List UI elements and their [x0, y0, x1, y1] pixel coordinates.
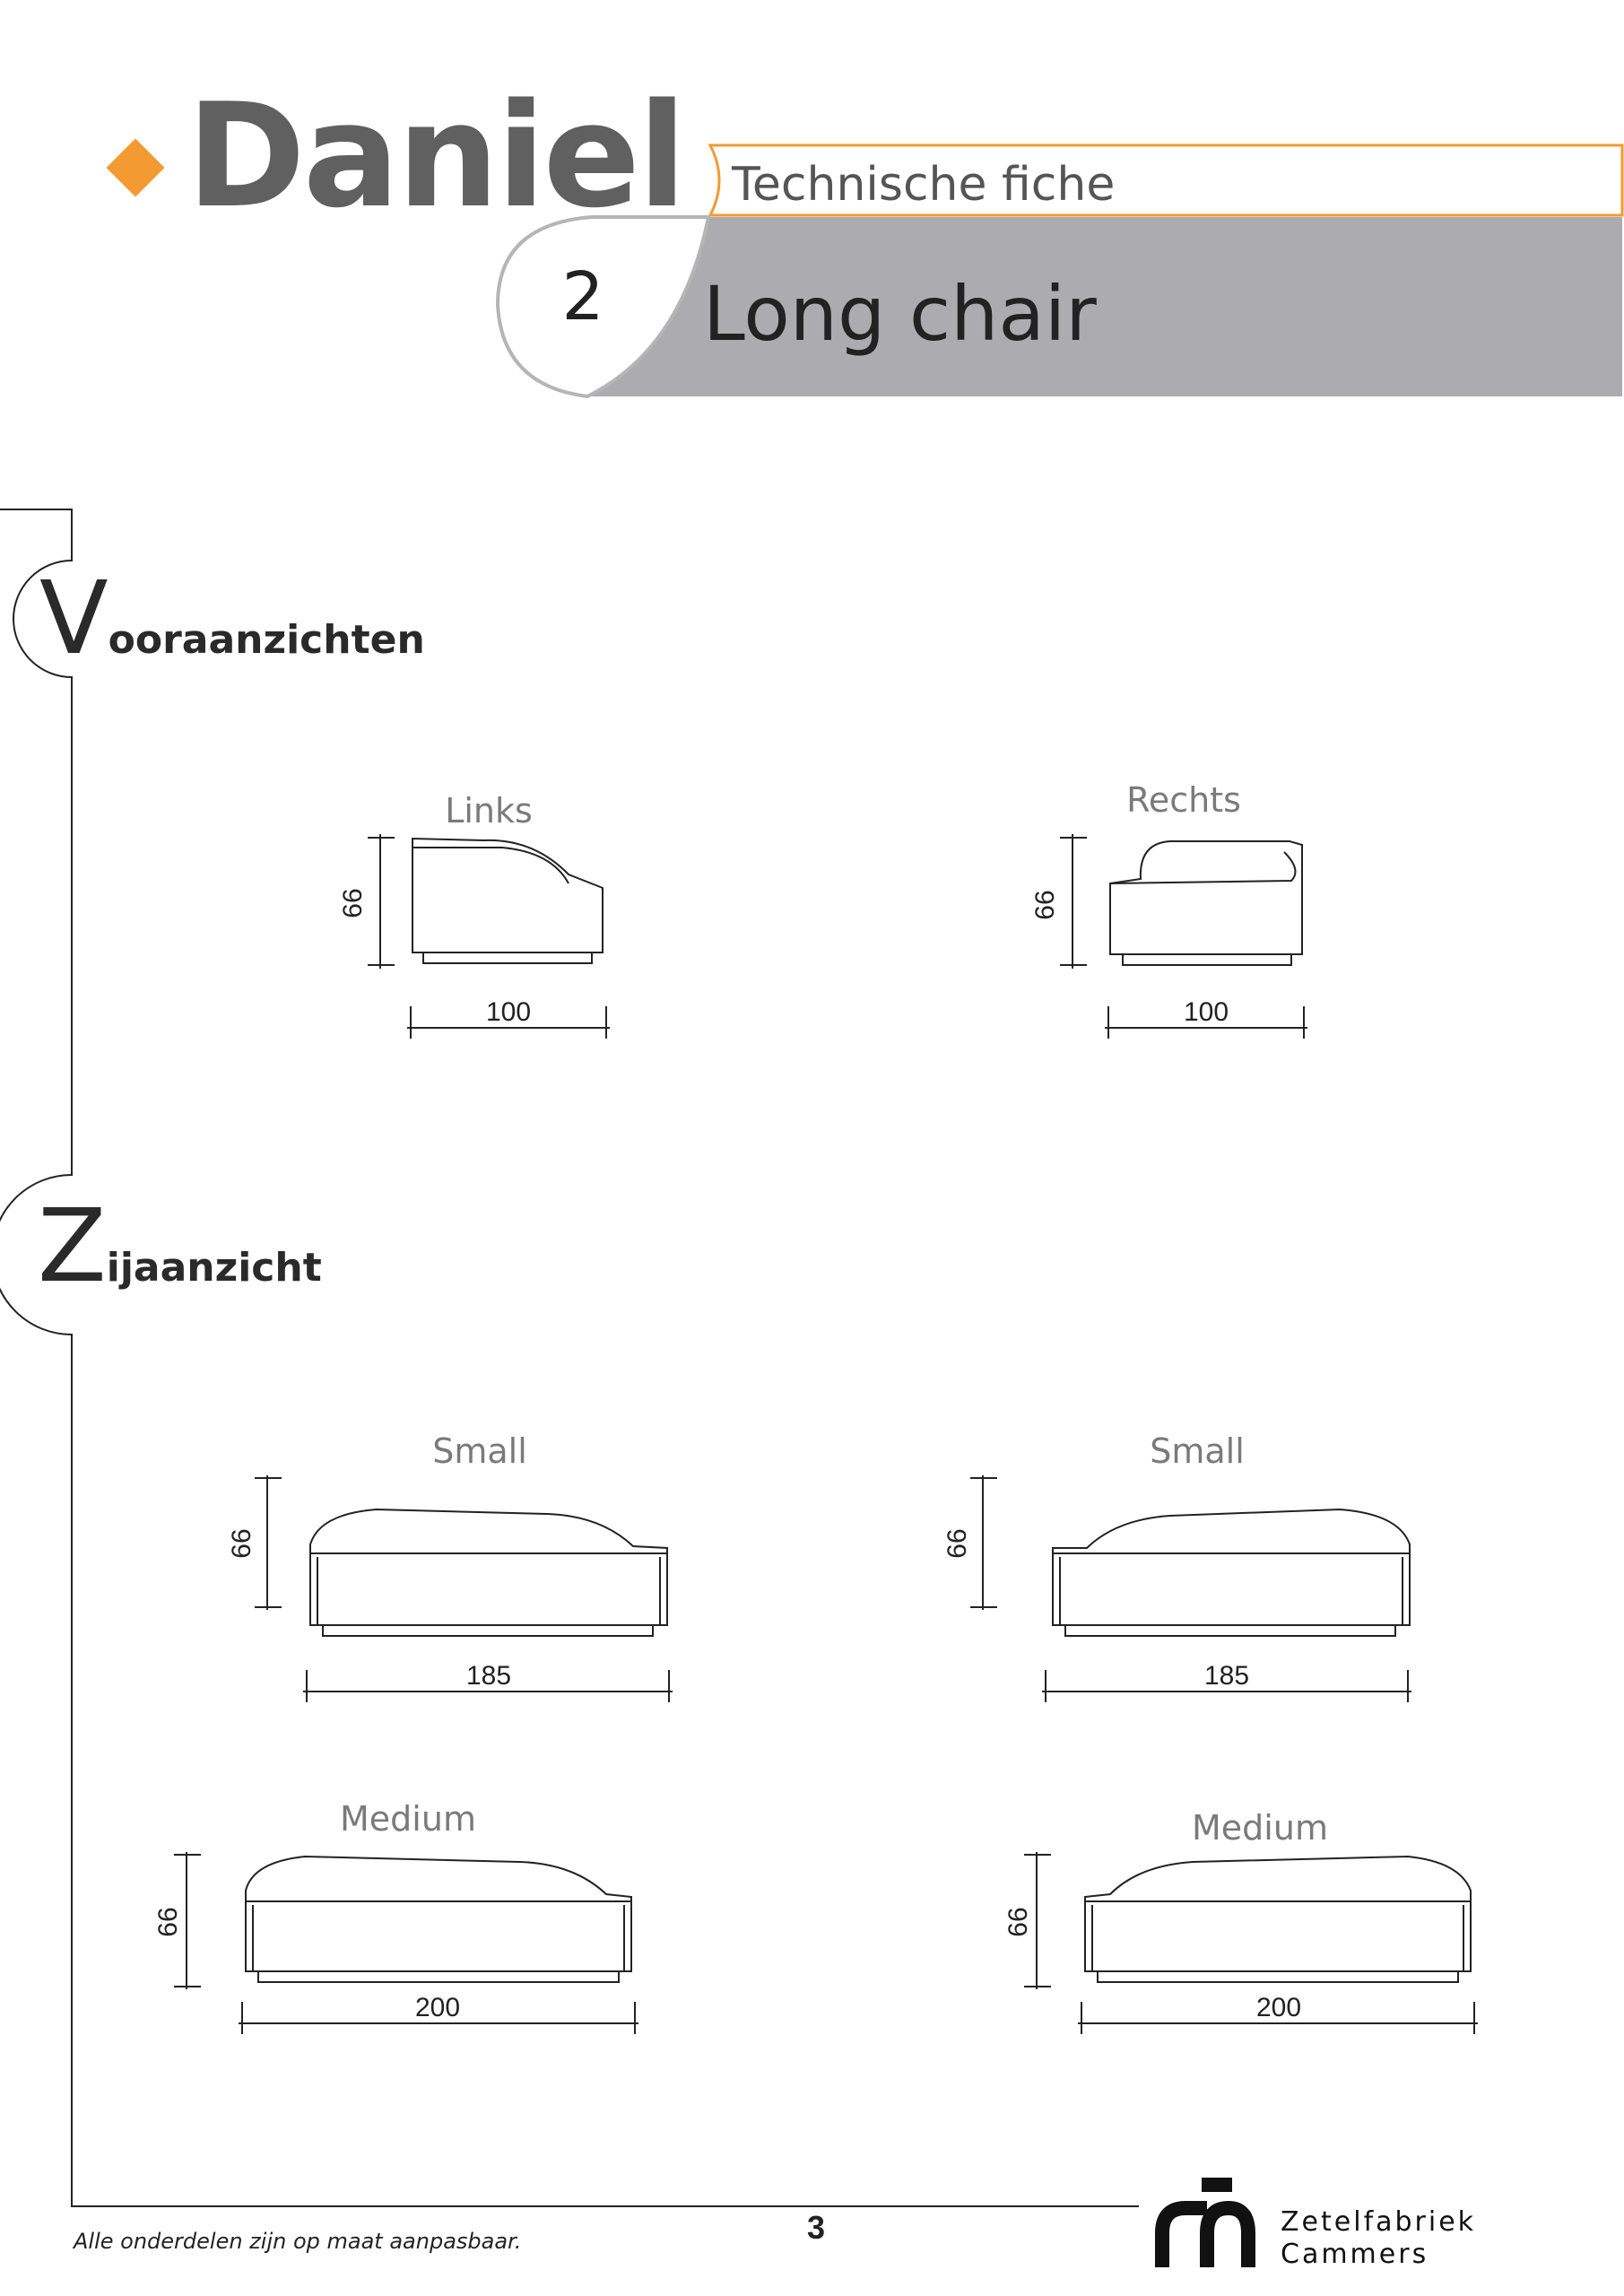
dimension-height: 66 — [338, 888, 368, 918]
model-number: 2 — [561, 258, 604, 335]
company-logo-icon — [1162, 2185, 1248, 2267]
sheet-label: Technische fiche — [732, 158, 1116, 212]
dimension-height: 66 — [1030, 890, 1060, 920]
section-initial: Z — [38, 1188, 107, 1305]
section-initial: V — [39, 561, 109, 677]
dimension-height: 66 — [1003, 1907, 1033, 1937]
view-label-medium: Medium — [340, 1799, 476, 1839]
brand-title: Daniel — [187, 72, 684, 239]
dimension-height: 66 — [227, 1528, 256, 1559]
view-label-links: Links — [445, 791, 533, 831]
page-number: 3 — [806, 2209, 826, 2246]
dimension-width: 185 — [1203, 1661, 1250, 1691]
footer-note: Alle onderdelen zijn op maat aanpasbaar. — [74, 2229, 522, 2254]
model-name: Long chair — [703, 270, 1097, 358]
section-heading-side — [38, 1188, 322, 1305]
company-name: Zetelfabriek Cammers — [1281, 2206, 1477, 2270]
dimension-width: 185 — [465, 1661, 512, 1691]
dimension-width: 100 — [1183, 997, 1229, 1027]
dimension-width: 100 — [485, 997, 532, 1027]
section-title-rest: ijaanzicht — [106, 1245, 322, 1291]
dimension-width: 200 — [1255, 1993, 1302, 2022]
section-heading-front — [39, 561, 425, 677]
view-label-small: Small — [1150, 1431, 1245, 1471]
section-title-rest: ooraanzichten — [108, 617, 425, 663]
view-label-small: Small — [432, 1431, 527, 1471]
view-label-medium: Medium — [1192, 1808, 1328, 1848]
dimension-height: 66 — [942, 1528, 972, 1559]
dimension-width: 200 — [414, 1993, 461, 2022]
dimension-height: 66 — [153, 1907, 183, 1937]
view-label-rechts: Rechts — [1126, 780, 1241, 820]
